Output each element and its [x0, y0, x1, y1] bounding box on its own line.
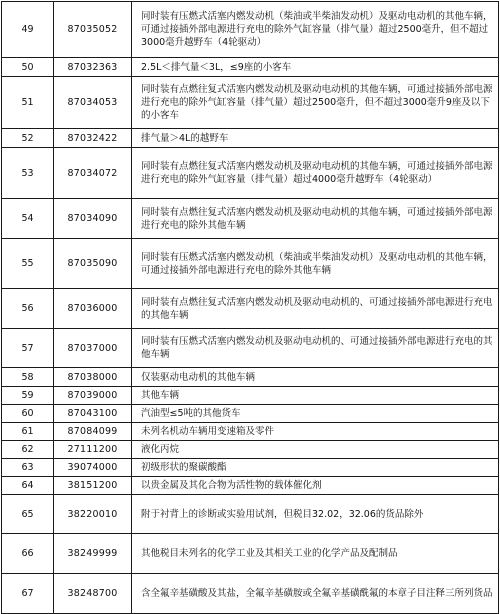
table-row	[2, 534, 499, 574]
row-number: 51	[2, 77, 54, 129]
row-number: 66	[2, 534, 54, 574]
tariff-code: 87035052	[54, 2, 132, 58]
table-row	[2, 368, 499, 387]
goods-description: 含全氟辛基磺酸及其盐，全氟辛基磺胺或全氟辛基磺酰氟的本章子目注释三所列货品	[132, 574, 499, 614]
row-number: 67	[2, 574, 54, 614]
table-row	[2, 129, 499, 148]
row-number: 52	[2, 129, 54, 148]
table-row	[2, 77, 499, 129]
goods-description: 其他税目未列名的化学工业及其相关工业的化学产品及配制品	[132, 534, 499, 574]
row-number: 57	[2, 329, 54, 368]
row-number: 55	[2, 239, 54, 289]
goods-description: 同时装有点燃往复式活塞内燃发动机及驱动电动机的、可通过接插外部电源进行充电的其他车辆	[132, 289, 499, 329]
tariff-code: 87032422	[54, 129, 132, 148]
tariff-code: 87039000	[54, 387, 132, 405]
goods-description: 同时装有压燃式活塞内燃发动机及驱动电动机的、可通过接插外部电源进行充电的其他车辆	[132, 329, 499, 368]
tariff-code: 39074000	[54, 459, 132, 477]
row-number: 54	[2, 199, 54, 239]
tariff-code: 38220010	[54, 495, 132, 534]
tariff-code: 87038000	[54, 368, 132, 387]
tariff-code: 87037000	[54, 329, 132, 368]
table-row	[2, 329, 499, 368]
row-number: 64	[2, 477, 54, 495]
tariff-code: 38249999	[54, 534, 132, 574]
goods-description: 其他车辆	[132, 387, 499, 405]
table-row	[2, 423, 499, 441]
tariff-code: 87035090	[54, 239, 132, 289]
tariff-code: 38248700	[54, 574, 132, 614]
row-number: 61	[2, 423, 54, 441]
goods-description: 2.5L＜排气量＜3L，≤9座的小客车	[132, 58, 499, 77]
row-number: 53	[2, 148, 54, 199]
table-row	[2, 477, 499, 495]
goods-description: 未列名机动车辆用变速箱及零件	[132, 423, 499, 441]
table-row	[2, 441, 499, 459]
table-row	[2, 239, 499, 289]
tariff-code: 87036000	[54, 289, 132, 329]
row-number: 58	[2, 368, 54, 387]
table-row	[2, 387, 499, 405]
row-number: 63	[2, 459, 54, 477]
row-number: 65	[2, 495, 54, 534]
goods-description: 同时装有压燃式活塞内燃发动机（柴油或半柴油发动机）及驱动电动机的其他车辆，可通过接插外部电源进行充电的除外气缸容量（排气量）超过2500毫升，但不超过3000毫升越野车（4轮驱动）	[132, 2, 499, 58]
row-number: 60	[2, 405, 54, 423]
row-number: 50	[2, 58, 54, 77]
goods-description: 附于衬背上的诊断或实验用试剂，但税目32.02，32.06的货品除外	[132, 495, 499, 534]
tariff-item-table	[1, 1, 499, 614]
tariff-code: 87032363	[54, 58, 132, 77]
goods-description: 汽油型≤5吨的其他货车	[132, 405, 499, 423]
row-number: 59	[2, 387, 54, 405]
table-row	[2, 495, 499, 534]
table-row	[2, 405, 499, 423]
table-row	[2, 199, 499, 239]
goods-description: 液化丙烷	[132, 441, 499, 459]
table-row	[2, 58, 499, 77]
table-body	[2, 2, 499, 614]
goods-description: 同时装有点燃往复式活塞内燃发动机及驱动电动机的其他车辆，可通过接插外部电源进行充电的除外气缸容量（排气量）超过2500毫升，但不超过3000毫升9座及以下的小客车	[132, 77, 499, 129]
row-number: 49	[2, 2, 54, 58]
goods-description: 同时装有点燃往复式活塞内燃发动机及驱动电动机的其他车辆，可通过接插外部电源进行充电的除外气缸容量（排气量）超过4000毫升越野车（4轮驱动）	[132, 148, 499, 199]
tariff-code: 87084099	[54, 423, 132, 441]
row-number: 62	[2, 441, 54, 459]
table-row	[2, 289, 499, 329]
goods-description: 仅装驱动电动机的其他车辆	[132, 368, 499, 387]
tariff-code: 38151200	[54, 477, 132, 495]
goods-description: 排气量＞4L的越野车	[132, 129, 499, 148]
row-number: 56	[2, 289, 54, 329]
table-row	[2, 574, 499, 614]
table-row	[2, 459, 499, 477]
goods-description: 同时装有压燃式活塞内燃发动机（柴油或半柴油发动机）及驱动电动机的其他车辆，可通过接插外部电源进行充电的除外其他车辆	[132, 239, 499, 289]
tariff-code: 27111200	[54, 441, 132, 459]
table-row	[2, 148, 499, 199]
tariff-code: 87043100	[54, 405, 132, 423]
goods-description: 同时装有点燃往复式活塞内燃发动机及驱动电动机的其他车辆，可通过接插外部电源进行充电的除外其他车辆	[132, 199, 499, 239]
goods-description: 以贵金属及其化合物为活性物的载体催化剂	[132, 477, 499, 495]
table-row	[2, 2, 499, 58]
tariff-code: 87034053	[54, 77, 132, 129]
tariff-code: 87034072	[54, 148, 132, 199]
tariff-code: 87034090	[54, 199, 132, 239]
goods-description: 初级形状的聚碳酸酯	[132, 459, 499, 477]
